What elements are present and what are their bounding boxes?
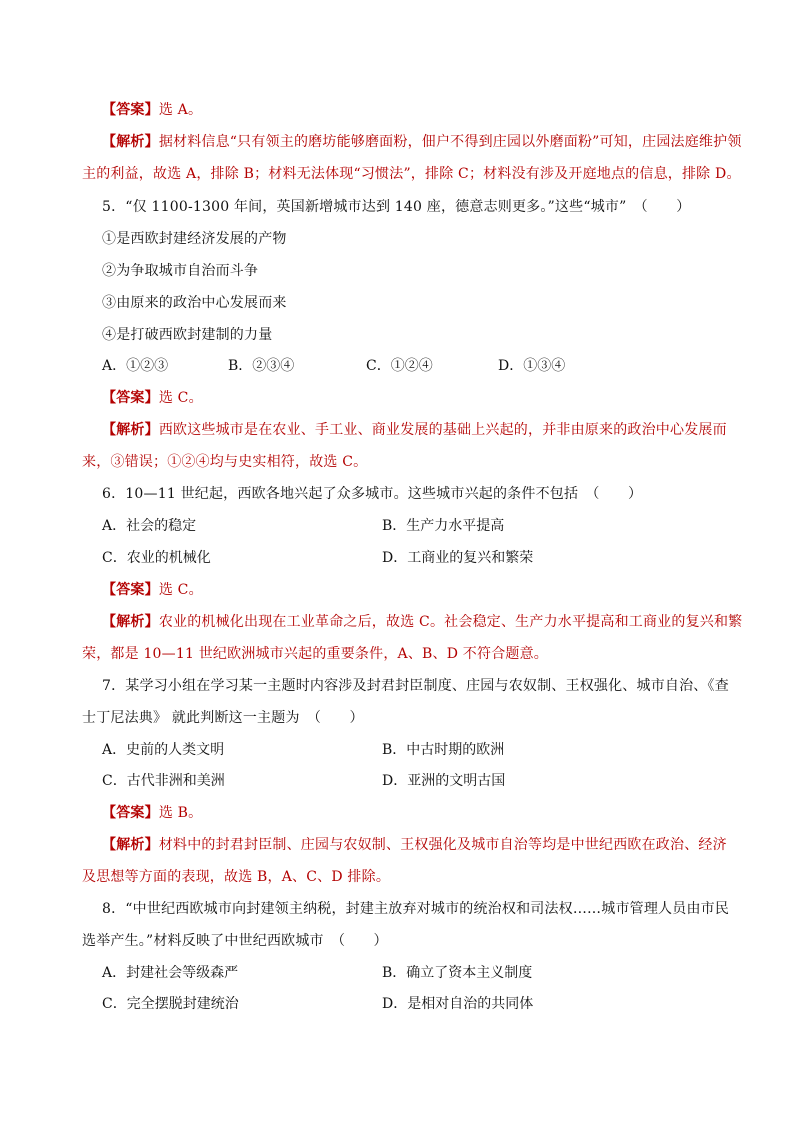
analysis-tag: 【解析】	[102, 422, 159, 438]
q4-analysis-line-2: 主的利益，故选 A，排除 B；材料无法体现“习惯法”，排除 C；材料没有涉及开庭地点的信息，排除 D。	[82, 166, 741, 182]
q5-item-3: ③由原来的政治中心发展而来	[102, 295, 287, 311]
q7-stem-line-2: 士丁尼法典》 就此判断这一主题为 （ ）	[82, 710, 364, 726]
answer-tag: 【答案】	[102, 805, 159, 821]
q8-stem-line-1: 8．“中世纪西欧城市向封建领主纳税，封建主放弃对城市的统治权和司法权……城市管理人员由市民	[102, 901, 730, 917]
q5-answer-line	[102, 388, 203, 408]
answer-text: 选 C。	[158, 390, 203, 406]
answer-text: 选 A。	[158, 102, 203, 118]
q7-answer-line	[102, 803, 202, 823]
q7-option-d: D．亚洲的文明古国	[382, 773, 506, 789]
q8-stem-line-2: 选举产生。”材料反映了中世纪西欧城市 （ ）	[82, 933, 388, 949]
q5-option-a: A．①②③	[102, 358, 169, 374]
analysis-text: 农业的机械化出现在工业革命之后，故选 C。社会稳定、生产力水平提高和工商业的复兴和繁	[158, 614, 743, 630]
q5-item-2: ②为争取城市自治而斗争	[102, 263, 259, 279]
q5-option-c: C．①②④	[366, 358, 433, 374]
q5-stem: 5．“仅 1100-1300 年间，英国新增城市达到 140 座，德意志则更多。”这些“城市” （ ）	[102, 199, 691, 215]
q6-option-d: D．工商业的复兴和繁荣	[382, 550, 534, 566]
q8-option-a: A．封建社会等级森严	[102, 965, 239, 981]
analysis-tag: 【解析】	[102, 614, 159, 630]
q8-option-c: C．完全摆脱封建统治	[102, 996, 239, 1012]
q4-answer-line	[102, 100, 202, 120]
answer-tag: 【答案】	[102, 582, 159, 598]
q7-stem-line-1: 7．某学习小组在学习某一主题时内容涉及封君封臣制度、庄园与农奴制、王权强化、城市自治、《查	[102, 678, 729, 694]
q6-option-c: C．农业的机械化	[102, 550, 211, 566]
q6-answer-line	[102, 580, 203, 600]
q4-analysis-line-1	[102, 132, 742, 152]
q5-analysis-line-1	[102, 420, 727, 440]
q5-option-b: B．②③④	[228, 358, 295, 374]
q7-analysis-line-2: 及思想等方面的表现，故选 B，A、C、D 排除。	[82, 869, 391, 885]
q6-analysis-line-2: 荣，都是 10—11 世纪欧洲城市兴起的重要条件，A、B、D 不符合题意。	[82, 646, 549, 662]
q7-option-b: B．中古时期的欧洲	[382, 742, 505, 758]
q6-option-b: B．生产力水平提高	[382, 518, 505, 534]
q8-option-b: B．确立了资本主义制度	[382, 965, 533, 981]
analysis-text: 材料中的封君封臣制、庄园与农奴制、王权强化及城市自治等均是中世纪西欧在政治、经济	[158, 837, 727, 853]
analysis-text: 西欧这些城市是在农业、手工业、商业发展的基础上兴起的，并非由原来的政治中心发展而	[158, 422, 727, 438]
answer-text: 选 C。	[158, 582, 203, 598]
answer-tag: 【答案】	[102, 390, 159, 406]
q6-stem: 6．10—11 世纪起，西欧各地兴起了众多城市。这些城市兴起的条件不包括 （ ）	[102, 486, 643, 502]
analysis-tag: 【解析】	[102, 134, 159, 150]
answer-tag: 【答案】	[102, 102, 159, 118]
analysis-text: 据材料信息“只有领主的磨坊能够磨面粉，佃户不得到庄园以外磨面粉”可知，庄园法庭维护领	[158, 134, 742, 150]
q7-option-c: C．古代非洲和美洲	[102, 773, 225, 789]
analysis-tag: 【解析】	[102, 837, 159, 853]
q5-option-d: D．①③④	[498, 358, 566, 374]
q7-analysis-line-1	[102, 835, 727, 855]
q5-item-4: ④是打破西欧封建制的力量	[102, 327, 273, 343]
q5-item-1: ①是西欧封建经济发展的产物	[102, 231, 287, 247]
q8-option-d: D．是相对自治的共同体	[382, 996, 534, 1012]
q6-option-a: A．社会的稳定	[102, 518, 197, 534]
answer-text: 选 B。	[158, 805, 203, 821]
q6-analysis-line-1	[102, 612, 742, 632]
q7-option-a: A．史前的人类文明	[102, 742, 225, 758]
q5-analysis-line-2: 来，③错误；①②④均与史实相符，故选 C。	[82, 454, 368, 470]
